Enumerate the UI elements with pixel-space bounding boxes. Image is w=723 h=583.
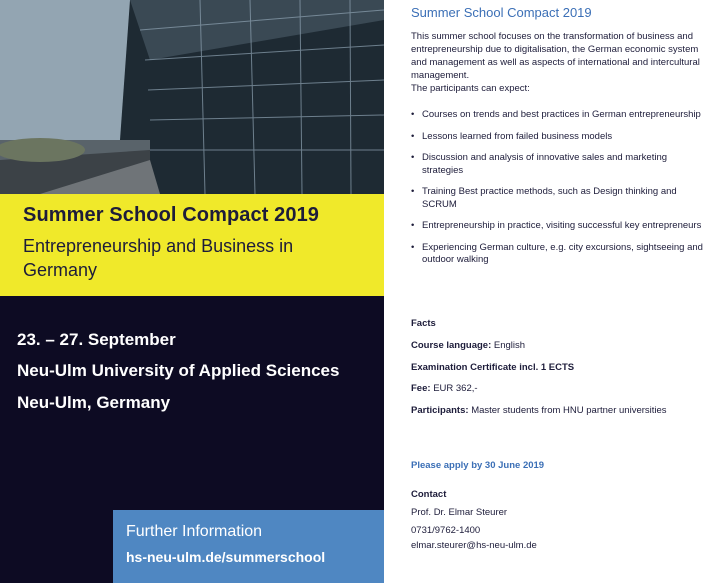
contact-phone[interactable]: 0731/9762-1400 [411, 525, 481, 536]
list-item: • Experiencing German culture, e.g. city excursions, sightseeing and outdoor walking [411, 242, 705, 267]
intro-paragraph: This summer school focuses on the transformation of business and entrepreneurship due to digitalisation, the German economic system and management as well as aspects of international and intercultural management. [411, 31, 700, 81]
building-photo [0, 0, 384, 194]
list-item: • Discussion and analysis of innovative sales and marketing strategies [411, 152, 705, 177]
info-title: Summer School Compact 2019 [411, 5, 592, 20]
facts-heading: Facts [411, 318, 436, 329]
further-information-label: Further Information [126, 523, 263, 540]
expect-line: The participants can expect: [411, 83, 530, 94]
apply-deadline: Please apply by 30 June 2019 [411, 460, 545, 471]
fact-label: Examination Certificate incl. 1 ECTS [411, 362, 575, 373]
title-banner [0, 194, 384, 296]
contact-name: Prof. Dr. Elmar Steurer [411, 507, 508, 518]
fact-certificate [411, 361, 705, 374]
event-location: Neu-Ulm, Germany [17, 393, 171, 412]
fact-participants [411, 404, 705, 417]
intro-text [411, 30, 705, 95]
fact-value: EUR 362,- [433, 383, 478, 394]
fact-label: Fee: [411, 383, 431, 394]
building-illustration [0, 0, 384, 194]
further-information-box[interactable] [113, 510, 384, 583]
contact-email[interactable]: elmar.steurer@hs-neu-ulm.de [411, 540, 537, 551]
fact-value: English [493, 340, 526, 351]
fact-value: Master students from HNU partner universities [471, 405, 667, 416]
fact-course-language [411, 339, 705, 352]
event-university: Neu-Ulm University of Applied Sciences [17, 361, 340, 380]
list-item: • Courses on trends and best practices in German entrepreneurship [411, 109, 705, 122]
list-item: • Training Best practice methods, such as Design thinking and SCRUM [411, 186, 705, 211]
fact-label: Participants: [411, 405, 469, 416]
fact-label: Course language: [411, 340, 492, 351]
summer-school-title: Summer School Compact 2019 [23, 204, 320, 226]
summer-school-subtitle: Entrepreneurship and Business in Germany [23, 236, 294, 280]
contact-heading: Contact [411, 489, 447, 500]
further-information-link[interactable]: hs-neu-ulm.de/summerschool [126, 549, 326, 565]
expectations-list [411, 109, 705, 276]
flyer-right-panel [411, 0, 711, 583]
fact-fee [411, 382, 705, 395]
list-item: • Lessons learned from failed business models [411, 131, 705, 144]
list-item: • Entrepreneurship in practice, visiting successful key entrepreneurs [411, 220, 705, 233]
event-dates: 23. – 27. September [17, 330, 176, 349]
